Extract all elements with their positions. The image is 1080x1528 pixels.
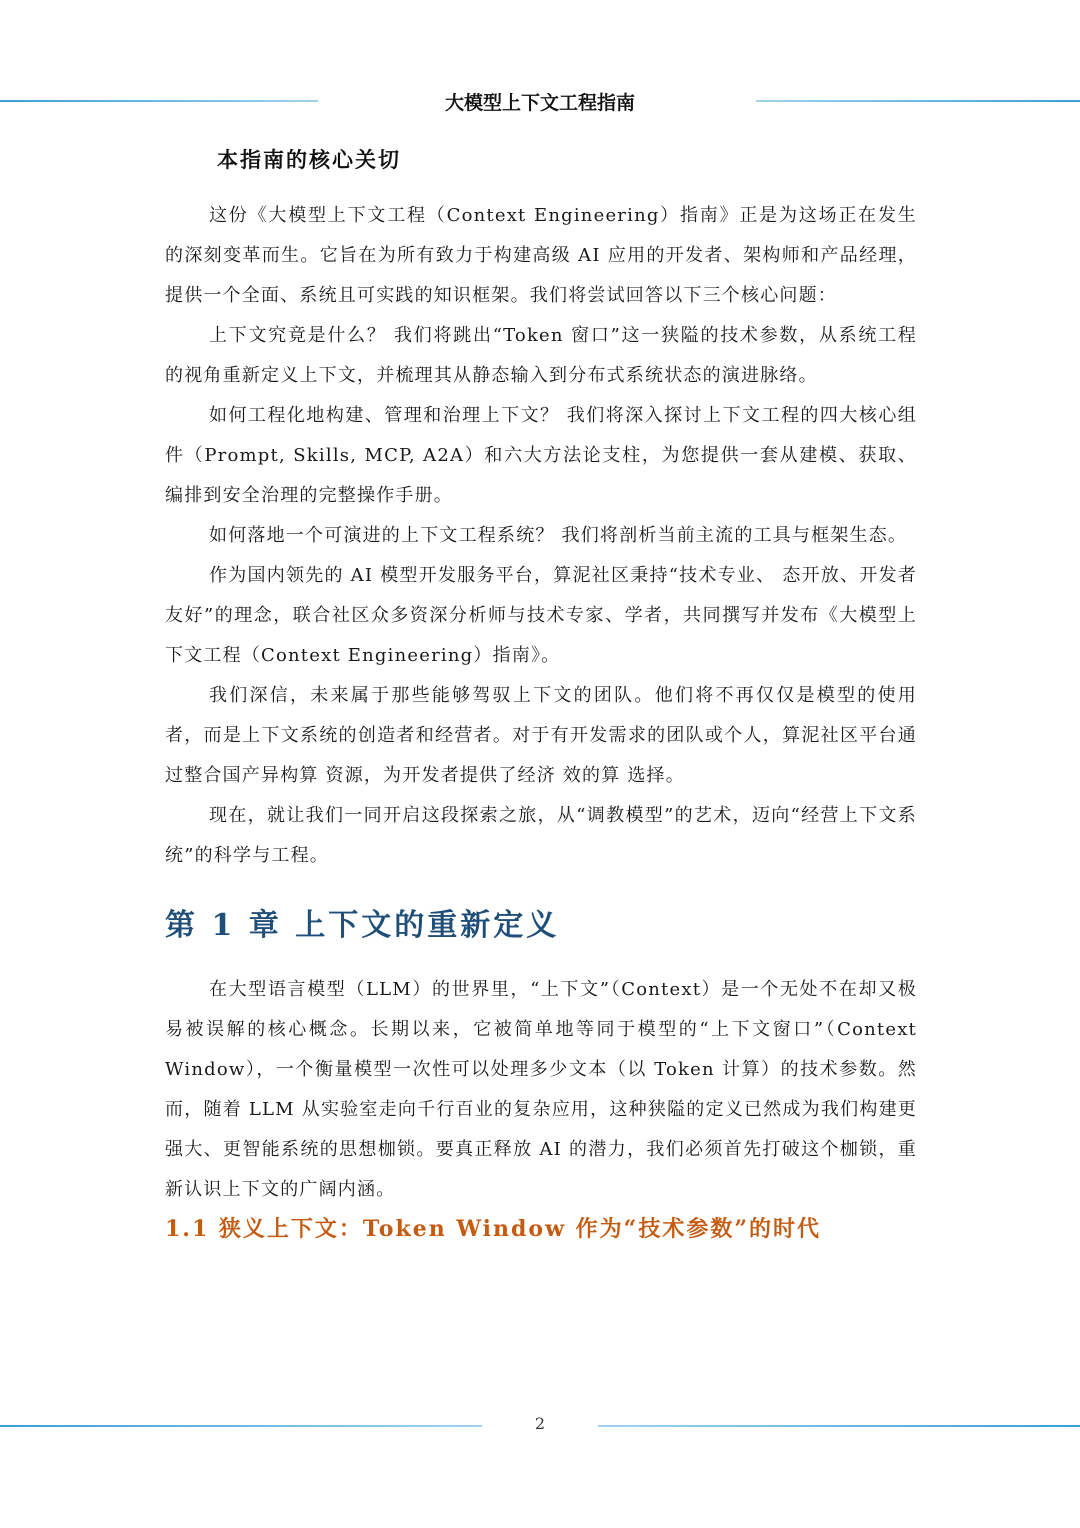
intro-heading: 本指南的核心关切: [217, 147, 401, 172]
header-rule-right: [756, 100, 1080, 102]
intro-paragraph: 这份《大模型上下文工程（Context Engineering）指南》正是为这场正在发生的深刻变革而生。它旨在为所有致力于构建高级 AI 应用的开发者、架构师和产品经理，提供一个全面、系统且可实践的知识框架。我们将尝试回答以下三个核心问题：: [165, 205, 917, 306]
intro-paragraph: 如何工程化地构建、管理和治理上下文？ 我们将深入探讨上下文工程的四大核心组件（Prompt, Skills, MCP, A2A）和六大方法论支柱，为您提供一套从建模、获取、编排到安全治理的完整操作手册。: [165, 405, 917, 506]
intro-paragraph: 现在，就让我们一同开启这段探索之旅，从“调教模型”的艺术，迈向“经营上下文系统”的科学与工程。: [165, 805, 917, 866]
footer-rule-right: [598, 1425, 1080, 1427]
intro-paragraph: 作为国内领先的 AI 模型开发服务平台，算泥社区秉持“技术专业、 态开放、开发者友好”的理念，联合社区众多资深分析师与技术专家、学者，共同撰写并发布《大模型上下文工程（Context Engineering）指南》。: [165, 565, 917, 666]
running-header-title: 大模型上下文工程指南: [444, 92, 635, 114]
intro-paragraph: 如何落地一个可演进的上下文工程系统？ 我们将剖析当前主流的工具与框架生态。: [209, 525, 908, 546]
chapter-title: 第 1 章 上下文的重新定义: [165, 908, 560, 943]
intro-paragraph: 上下文究竟是什么？ 我们将跳出“Token 窗口”这一狭隘的技术参数，从系统工程的视角重新定义上下文，并梳理其从静态输入到分布式系统状态的演进脉络。: [165, 325, 917, 386]
chapter-paragraph: 在大型语言模型（LLM）的世界里，“上下文”（Context）是一个无处不在却又极易被误解的核心概念。长期以来，它被简单地等同于模型的“上下文窗口”（Context Window），一个衡量模型一次性可以处理多少文本（以 Token 计算）的技术参数。然而，随着 LLM 从实验室走向千行百业的复杂应用，这种狭隘的定义已然成为我们构建更强大、更智能系统的思想枷锁。要真正释放 AI 的潜力，我们必须首先打破这个枷锁，重新认识上下文的广阔内涵。: [165, 979, 917, 1200]
page-body: [165, 140, 917, 1243]
page-number: 2: [534, 1414, 546, 1433]
intro-paragraph: 我们深信，未来属于那些能够驾驭上下文的团队。他们将不再仅仅是模型的使用者，而是上下文系统的创造者和经营者。对于有开发需求的团队或个人，算泥社区平台通过整合国产异构算 资源，为开发者提供了经济 效的算 选择。: [165, 685, 917, 786]
section-heading: 1.1 狭义上下文：Token Window 作为“技术参数”的时代: [165, 1216, 821, 1242]
